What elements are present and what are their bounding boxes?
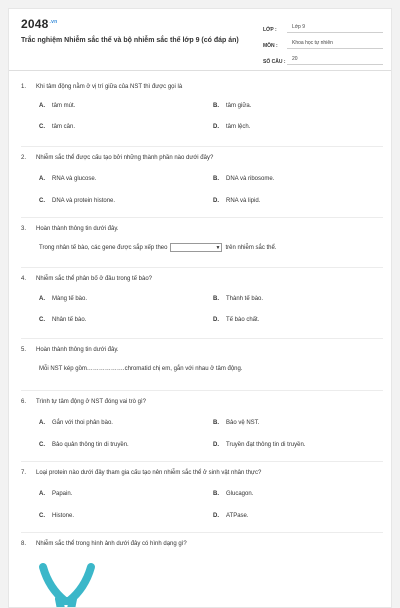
divider — [21, 217, 383, 218]
site-logo[interactable] — [21, 17, 57, 31]
fill-in-sentence — [39, 243, 277, 252]
option-a[interactable] — [39, 176, 96, 182]
meta-count-value: 20 — [287, 56, 383, 65]
meta-grade — [263, 19, 383, 33]
question-prompt: Nhiễm sắc thể phân bố ở đâu trong tế bào? — [36, 276, 153, 282]
option-b[interactable] — [213, 176, 274, 182]
option-letter: D. — [213, 513, 219, 519]
question-prompt: Loại protein nào dưới đây tham gia cấu tạo nên nhiễm sắc thể ở sinh vật nhân thực? — [36, 470, 262, 476]
divider — [21, 338, 383, 339]
option-letter: A. — [39, 176, 45, 182]
question-number: 2. — [21, 155, 27, 161]
question-1 — [21, 83, 383, 130]
question-3 — [21, 225, 383, 252]
option-d[interactable] — [213, 513, 249, 519]
option-b[interactable] — [213, 420, 259, 426]
option-letter: D. — [213, 442, 219, 448]
option-letter: A. — [39, 420, 45, 426]
meta-subject-label: MÔN : — [263, 43, 278, 49]
question-number: 6. — [21, 399, 27, 405]
question-prompt: Trình tự tâm động ở NST đóng vai trò gì? — [36, 399, 147, 405]
option-letter: B. — [213, 420, 219, 426]
worksheet-page — [8, 8, 392, 608]
option-text: Thành tế bào. — [226, 296, 264, 302]
option-text: DNA và ribosome. — [226, 176, 275, 182]
option-text: tâm cân. — [52, 124, 76, 130]
option-text: tâm giữa. — [226, 103, 252, 109]
option-text: Tế bào chất. — [226, 317, 260, 323]
question-number: 7. — [21, 470, 27, 476]
option-d[interactable] — [213, 442, 306, 448]
option-text: Histone. — [52, 513, 75, 519]
option-letter: C. — [39, 124, 45, 130]
question-text — [21, 275, 383, 283]
question-number: 4. — [21, 276, 27, 282]
option-letter: B. — [213, 103, 219, 109]
option-d[interactable] — [213, 317, 259, 323]
meta-count — [263, 51, 383, 65]
question-text — [21, 346, 383, 354]
chevron-down-icon: ▼ — [215, 245, 221, 251]
divider — [21, 267, 383, 268]
option-letter: C. — [39, 317, 45, 323]
option-text: Nhân tế bào. — [52, 317, 87, 323]
option-letter: B. — [213, 296, 219, 302]
option-b[interactable] — [213, 103, 251, 109]
option-c[interactable] — [39, 198, 115, 204]
option-text: Bảo vệ NST. — [226, 420, 260, 426]
fill-text-before: Trong nhân tế bào, các gene được sắp xếp theo — [39, 245, 168, 252]
question-8 — [21, 540, 383, 548]
option-letter: A. — [39, 103, 45, 109]
question-6 — [21, 398, 383, 448]
option-letter: A. — [39, 491, 45, 497]
divider — [21, 461, 383, 462]
question-text — [21, 398, 383, 406]
option-text: ATPase. — [226, 513, 249, 519]
question-prompt: Nhiễm sắc thể trong hình ảnh dưới đây có hình dạng gì? — [36, 541, 187, 547]
option-letter: D. — [213, 198, 219, 204]
option-text: tâm mút. — [52, 103, 76, 109]
option-b[interactable] — [213, 491, 253, 497]
option-letter: B. — [213, 491, 219, 497]
option-text: tâm lệch. — [226, 124, 251, 130]
question-text — [21, 154, 383, 162]
answer-dropdown[interactable] — [170, 243, 222, 252]
fill-in-sentence: Mỗi NST kép gồm……………….chromatid chị em, gắn với nhau ở tâm động. — [39, 366, 243, 372]
option-letter: C. — [39, 442, 45, 448]
option-a[interactable] — [39, 420, 113, 426]
question-prompt: Khi tâm động nằm ở vị trí giữa của NST thì được gọi là — [36, 84, 183, 90]
option-letter: A. — [39, 296, 45, 302]
question-text — [21, 83, 383, 91]
logo-sub: .vn — [49, 19, 58, 25]
question-text — [21, 540, 383, 548]
question-text — [21, 225, 383, 233]
option-c[interactable] — [39, 442, 129, 448]
option-d[interactable] — [213, 198, 260, 204]
option-text: Gắn với thoi phân bào. — [52, 420, 113, 426]
divider — [21, 390, 383, 391]
option-a[interactable] — [39, 296, 87, 302]
option-a[interactable] — [39, 103, 75, 109]
fill-text-after: trên nhiễm sắc thể. — [225, 245, 277, 252]
option-letter: B. — [213, 176, 219, 182]
option-text: Bảo quản thông tin di truyền. — [52, 442, 129, 448]
option-c[interactable] — [39, 124, 75, 130]
option-d[interactable] — [213, 124, 250, 130]
meta-subject — [263, 35, 383, 49]
question-2 — [21, 154, 383, 204]
option-text: RNA và lipid. — [226, 198, 261, 204]
question-text — [21, 469, 383, 477]
question-number: 3. — [21, 226, 27, 232]
option-text: Glucagon. — [226, 491, 254, 497]
option-letter: C. — [39, 513, 45, 519]
question-prompt: Hoàn thành thông tin dưới đây. — [36, 347, 119, 353]
option-text: Màng tế bào. — [52, 296, 88, 302]
header — [9, 9, 391, 71]
option-a[interactable] — [39, 491, 72, 497]
option-letter: D. — [213, 124, 219, 130]
option-text: RNA và glucose. — [52, 176, 97, 182]
meta-count-label: SỐ CÂU : — [263, 59, 286, 65]
option-text: DNA và protein histone. — [52, 198, 116, 204]
option-c[interactable] — [39, 513, 74, 519]
meta-grade-label: LỚP : — [263, 27, 277, 33]
meta-info — [263, 19, 383, 67]
chromosome-image — [37, 559, 97, 608]
question-prompt: Nhiễm sắc thể được cấu tạo bởi những thành phần nào dưới đây? — [36, 155, 214, 161]
question-5 — [21, 346, 383, 372]
divider — [21, 146, 383, 147]
question-number: 5. — [21, 347, 27, 353]
meta-subject-value: Khoa học tự nhiên — [287, 40, 383, 49]
question-number: 1. — [21, 84, 27, 90]
question-number: 8. — [21, 541, 27, 547]
logo-main: 2048 — [21, 17, 49, 31]
question-7 — [21, 469, 383, 519]
option-b[interactable] — [213, 296, 263, 302]
page-title: Trắc nghiệm Nhiễm sắc thể và bộ nhiễm sắc thể lớp 9 (có đáp án) — [21, 37, 239, 44]
option-letter: D. — [213, 317, 219, 323]
option-letter: C. — [39, 198, 45, 204]
question-4 — [21, 275, 383, 323]
option-c[interactable] — [39, 317, 86, 323]
question-prompt: Hoàn thành thông tin dưới đây. — [36, 226, 119, 232]
meta-grade-value: Lớp 9 — [287, 24, 383, 33]
option-text: Papain. — [52, 491, 73, 497]
divider — [21, 532, 383, 533]
option-text: Truyền đạt thông tin di truyền. — [226, 442, 306, 448]
